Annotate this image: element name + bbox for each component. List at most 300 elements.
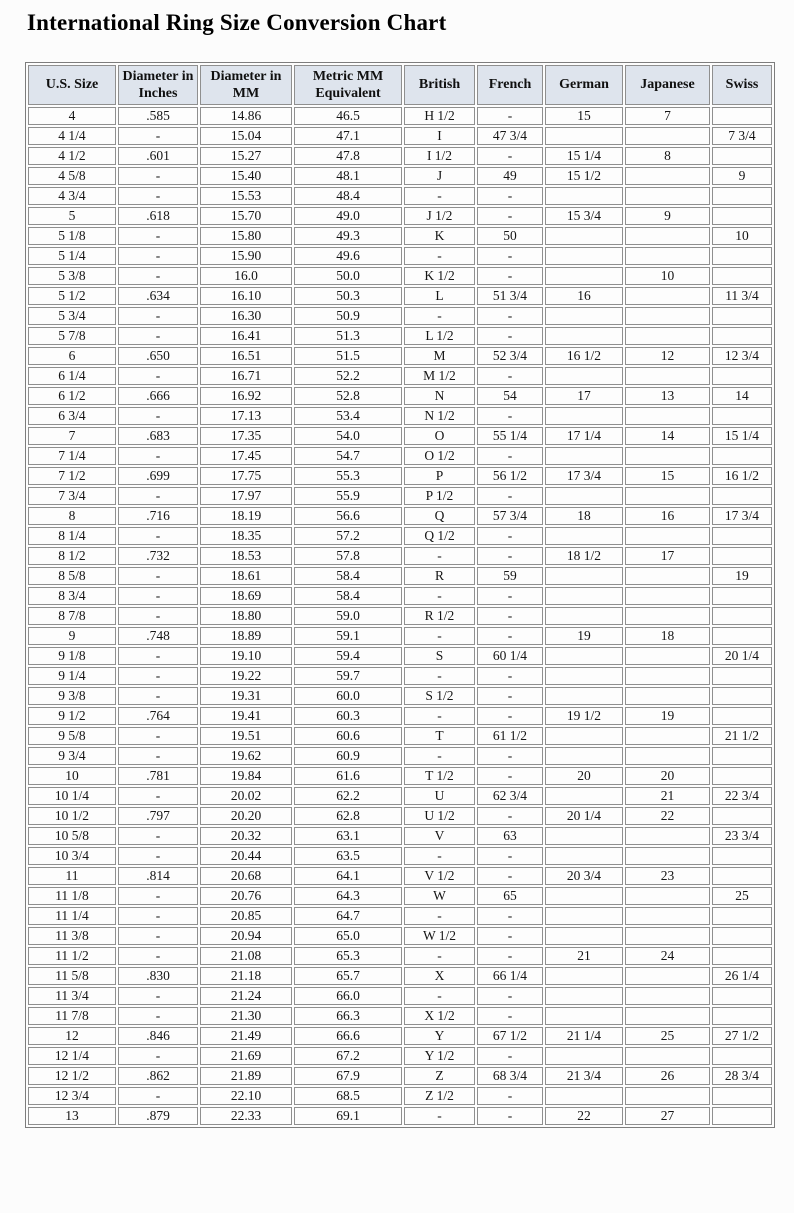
table-cell: 13: [28, 1107, 116, 1125]
table-cell: 60.0: [294, 687, 402, 705]
table-row: [28, 387, 772, 405]
table-cell: 48.1: [294, 167, 402, 185]
table-cell: -: [477, 527, 543, 545]
table-cell: 16.10: [200, 287, 292, 305]
table-row: [28, 587, 772, 605]
table-cell: -: [404, 187, 475, 205]
table-cell: [625, 127, 710, 145]
table-cell: 20.44: [200, 847, 292, 865]
table-cell: [545, 567, 623, 585]
table-cell: 49: [477, 167, 543, 185]
table-cell: [545, 647, 623, 665]
table-cell: [625, 907, 710, 925]
table-cell: -: [477, 327, 543, 345]
table-cell: 5 1/4: [28, 247, 116, 265]
table-cell: [545, 367, 623, 385]
table-cell: 62.8: [294, 807, 402, 825]
table-cell: 17.13: [200, 407, 292, 425]
table-cell: 9 3/4: [28, 747, 116, 765]
table-cell: [712, 487, 772, 505]
table-cell: 16.41: [200, 327, 292, 345]
table-cell: [625, 887, 710, 905]
table-cell: W: [404, 887, 475, 905]
table-cell: 61.6: [294, 767, 402, 785]
table-cell: 15.27: [200, 147, 292, 165]
table-row: [28, 467, 772, 485]
table-cell: [625, 667, 710, 685]
table-row: [28, 107, 772, 125]
table-cell: 4 5/8: [28, 167, 116, 185]
table-row: [28, 787, 772, 805]
table-cell: 5 1/8: [28, 227, 116, 245]
table-cell: Z: [404, 1067, 475, 1085]
table-cell: 5 7/8: [28, 327, 116, 345]
table-row: [28, 1087, 772, 1105]
table-cell: 52 3/4: [477, 347, 543, 365]
table-cell: 17 3/4: [712, 507, 772, 525]
table-cell: 24: [625, 947, 710, 965]
table-cell: .797: [118, 807, 198, 825]
table-cell: [712, 807, 772, 825]
table-row: [28, 447, 772, 465]
table-cell: 6 3/4: [28, 407, 116, 425]
table-cell: 7 3/4: [712, 127, 772, 145]
table-cell: -: [477, 447, 543, 465]
table-cell: 48.4: [294, 187, 402, 205]
table-cell: 12 3/4: [28, 1087, 116, 1105]
table-cell: 55 1/4: [477, 427, 543, 445]
table-cell: 15.04: [200, 127, 292, 145]
ring-size-conversion-table: [25, 62, 775, 1128]
table-cell: -: [477, 547, 543, 565]
table-cell: 54.0: [294, 427, 402, 445]
table-cell: 21.30: [200, 1007, 292, 1025]
table-cell: [545, 227, 623, 245]
column-header: British: [404, 65, 475, 105]
table-row: [28, 667, 772, 685]
table-row: [28, 167, 772, 185]
table-cell: 59.1: [294, 627, 402, 645]
table-cell: 15 1/4: [712, 427, 772, 445]
table-cell: -: [118, 987, 198, 1005]
table-cell: 18: [625, 627, 710, 645]
table-row: [28, 227, 772, 245]
table-cell: 16: [625, 507, 710, 525]
table-cell: 8 5/8: [28, 567, 116, 585]
table-cell: [625, 447, 710, 465]
table-cell: U 1/2: [404, 807, 475, 825]
table-cell: M 1/2: [404, 367, 475, 385]
table-cell: 4 1/2: [28, 147, 116, 165]
table-cell: 23: [625, 867, 710, 885]
table-cell: -: [477, 627, 543, 645]
table-cell: 11 1/4: [28, 907, 116, 925]
table-cell: 20.32: [200, 827, 292, 845]
table-cell: 5 3/8: [28, 267, 116, 285]
table-row: [28, 427, 772, 445]
table-cell: 57.2: [294, 527, 402, 545]
table-cell: 8 1/2: [28, 547, 116, 565]
table-cell: [712, 147, 772, 165]
table-cell: 18.69: [200, 587, 292, 605]
table-cell: 54: [477, 387, 543, 405]
table-cell: 55.9: [294, 487, 402, 505]
table-cell: -: [477, 207, 543, 225]
table-cell: 61 1/2: [477, 727, 543, 745]
table-cell: 65.7: [294, 967, 402, 985]
table-cell: 65: [477, 887, 543, 905]
table-cell: 66.3: [294, 1007, 402, 1025]
table-cell: -: [404, 907, 475, 925]
table-cell: [625, 407, 710, 425]
table-cell: [712, 667, 772, 685]
table-cell: 63.5: [294, 847, 402, 865]
table-cell: [625, 227, 710, 245]
table-cell: [712, 767, 772, 785]
table-cell: 7 1/4: [28, 447, 116, 465]
table-cell: 49.3: [294, 227, 402, 245]
table-cell: 15.80: [200, 227, 292, 245]
table-row: [28, 907, 772, 925]
table-cell: 18.89: [200, 627, 292, 645]
table-cell: [545, 827, 623, 845]
table-cell: V: [404, 827, 475, 845]
table-cell: 67.9: [294, 1067, 402, 1085]
table-cell: [712, 1047, 772, 1065]
table-cell: -: [118, 667, 198, 685]
table-cell: [712, 867, 772, 885]
table-cell: 17 1/4: [545, 427, 623, 445]
table-cell: 4: [28, 107, 116, 125]
table-cell: 56.6: [294, 507, 402, 525]
table-cell: -: [404, 707, 475, 725]
table-cell: -: [118, 447, 198, 465]
table-row: [28, 767, 772, 785]
table-cell: [545, 1007, 623, 1025]
table-cell: 22: [545, 1107, 623, 1125]
table-cell: -: [477, 247, 543, 265]
table-cell: -: [477, 587, 543, 605]
table-cell: 8 1/4: [28, 527, 116, 545]
table-cell: 5 3/4: [28, 307, 116, 325]
table-cell: 10: [28, 767, 116, 785]
table-cell: 66 1/4: [477, 967, 543, 985]
table-cell: 9 1/8: [28, 647, 116, 665]
table-cell: 19: [625, 707, 710, 725]
table-cell: [625, 987, 710, 1005]
table-cell: 19.84: [200, 767, 292, 785]
table-cell: .862: [118, 1067, 198, 1085]
table-row: [28, 287, 772, 305]
table-cell: [712, 187, 772, 205]
column-header: Diameter in Inches: [118, 65, 198, 105]
table-cell: 17.75: [200, 467, 292, 485]
table-row: [28, 1067, 772, 1085]
table-cell: 17: [545, 387, 623, 405]
table-cell: 65.3: [294, 947, 402, 965]
table-cell: [712, 627, 772, 645]
table-cell: [625, 187, 710, 205]
table-cell: -: [118, 167, 198, 185]
table-cell: -: [118, 527, 198, 545]
table-cell: .748: [118, 627, 198, 645]
table-cell: 66.6: [294, 1027, 402, 1045]
table-cell: [545, 267, 623, 285]
table-cell: -: [118, 727, 198, 745]
table-cell: [712, 327, 772, 345]
table-cell: 8 3/4: [28, 587, 116, 605]
table-cell: 64.3: [294, 887, 402, 905]
table-cell: 21: [625, 787, 710, 805]
table-row: [28, 407, 772, 425]
table-cell: [625, 167, 710, 185]
table-cell: [712, 207, 772, 225]
table-cell: 4 3/4: [28, 187, 116, 205]
table-cell: P 1/2: [404, 487, 475, 505]
table-cell: -: [118, 907, 198, 925]
table-cell: 50.9: [294, 307, 402, 325]
table-cell: 20.85: [200, 907, 292, 925]
table-cell: -: [118, 247, 198, 265]
table-row: [28, 1107, 772, 1125]
table-cell: I: [404, 127, 475, 145]
table-cell: 10: [712, 227, 772, 245]
table-cell: 53.4: [294, 407, 402, 425]
table-cell: 9: [712, 167, 772, 185]
table-cell: -: [118, 827, 198, 845]
table-cell: 11 1/8: [28, 887, 116, 905]
table-cell: 8: [625, 147, 710, 165]
table-cell: -: [477, 867, 543, 885]
table-cell: 50.0: [294, 267, 402, 285]
table-cell: .764: [118, 707, 198, 725]
table-row: [28, 847, 772, 865]
table-cell: 64.7: [294, 907, 402, 925]
table-row: [28, 487, 772, 505]
table-cell: [625, 327, 710, 345]
table-cell: 19: [712, 567, 772, 585]
table-cell: [545, 487, 623, 505]
table-cell: [712, 407, 772, 425]
table-cell: -: [477, 907, 543, 925]
table-cell: 15 1/2: [545, 167, 623, 185]
table-cell: -: [118, 127, 198, 145]
table-cell: Y: [404, 1027, 475, 1045]
table-cell: 58.4: [294, 587, 402, 605]
table-cell: 64.1: [294, 867, 402, 885]
table-row: [28, 627, 772, 645]
table-cell: -: [477, 1087, 543, 1105]
table-row: [28, 867, 772, 885]
table-cell: 15 3/4: [545, 207, 623, 225]
table-cell: 14: [625, 427, 710, 445]
table-cell: 15 1/4: [545, 147, 623, 165]
table-cell: -: [118, 367, 198, 385]
table-cell: 58.4: [294, 567, 402, 585]
table-cell: X 1/2: [404, 1007, 475, 1025]
table-cell: [712, 687, 772, 705]
table-cell: .650: [118, 347, 198, 365]
table-cell: 57 3/4: [477, 507, 543, 525]
table-cell: -: [477, 927, 543, 945]
table-cell: [625, 307, 710, 325]
table-cell: .814: [118, 867, 198, 885]
table-cell: 21 1/4: [545, 1027, 623, 1045]
table-cell: 22.33: [200, 1107, 292, 1125]
table-cell: -: [404, 247, 475, 265]
table-cell: -: [477, 407, 543, 425]
table-cell: 10 1/2: [28, 807, 116, 825]
table-row: [28, 687, 772, 705]
table-cell: 22: [625, 807, 710, 825]
table-cell: [625, 647, 710, 665]
table-cell: [712, 107, 772, 125]
table-row: [28, 647, 772, 665]
table-cell: 6 1/2: [28, 387, 116, 405]
table-cell: 11 3/4: [28, 987, 116, 1005]
table-cell: [712, 527, 772, 545]
table-cell: 18.53: [200, 547, 292, 565]
table-cell: [545, 127, 623, 145]
table-cell: O: [404, 427, 475, 445]
table-cell: 19.41: [200, 707, 292, 725]
table-cell: [545, 247, 623, 265]
table-cell: 9 1/4: [28, 667, 116, 685]
table-cell: L 1/2: [404, 327, 475, 345]
table-cell: 20.76: [200, 887, 292, 905]
table-cell: 10 1/4: [28, 787, 116, 805]
table-cell: -: [118, 187, 198, 205]
table-row: [28, 567, 772, 585]
table-cell: -: [118, 787, 198, 805]
table-cell: -: [477, 1047, 543, 1065]
table-cell: -: [477, 307, 543, 325]
table-cell: -: [477, 1007, 543, 1025]
table-cell: -: [477, 747, 543, 765]
column-header: German: [545, 65, 623, 105]
table-cell: [625, 587, 710, 605]
table-cell: K 1/2: [404, 267, 475, 285]
table-cell: [625, 287, 710, 305]
table-cell: 47.8: [294, 147, 402, 165]
table-cell: 18.35: [200, 527, 292, 545]
table-cell: -: [118, 267, 198, 285]
table-cell: 49.6: [294, 247, 402, 265]
table-cell: [545, 607, 623, 625]
table-cell: [625, 1087, 710, 1105]
table-cell: 21: [545, 947, 623, 965]
table-cell: Y 1/2: [404, 1047, 475, 1065]
table-cell: 4 1/4: [28, 127, 116, 145]
table-cell: P: [404, 467, 475, 485]
table-cell: 65.0: [294, 927, 402, 945]
table-cell: 51.3: [294, 327, 402, 345]
table-cell: 18 1/2: [545, 547, 623, 565]
table-cell: -: [118, 647, 198, 665]
table-cell: K: [404, 227, 475, 245]
table-row: [28, 807, 772, 825]
table-cell: N 1/2: [404, 407, 475, 425]
table-cell: 17.97: [200, 487, 292, 505]
table-cell: 59.4: [294, 647, 402, 665]
table-cell: -: [118, 607, 198, 625]
table-cell: 18.80: [200, 607, 292, 625]
table-cell: [625, 607, 710, 625]
table-cell: .879: [118, 1107, 198, 1125]
table-cell: 21.24: [200, 987, 292, 1005]
table-cell: [712, 447, 772, 465]
table-cell: [545, 327, 623, 345]
table-cell: T: [404, 727, 475, 745]
table-cell: 47 3/4: [477, 127, 543, 145]
table-cell: 15.90: [200, 247, 292, 265]
table-cell: [545, 407, 623, 425]
table-cell: 50: [477, 227, 543, 245]
table-cell: [712, 907, 772, 925]
table-cell: 21.49: [200, 1027, 292, 1045]
table-cell: [712, 1087, 772, 1105]
table-cell: [545, 967, 623, 985]
table-cell: 60.9: [294, 747, 402, 765]
table-cell: 7 3/4: [28, 487, 116, 505]
table-cell: [625, 967, 710, 985]
table-cell: [545, 587, 623, 605]
table-cell: 21.08: [200, 947, 292, 965]
table-row: [28, 347, 772, 365]
table-cell: [545, 727, 623, 745]
table-cell: [545, 847, 623, 865]
table-cell: J 1/2: [404, 207, 475, 225]
table-cell: N: [404, 387, 475, 405]
table-row: [28, 607, 772, 625]
table-cell: 16.92: [200, 387, 292, 405]
table-cell: 12: [625, 347, 710, 365]
table-cell: 20.68: [200, 867, 292, 885]
table-cell: 28 3/4: [712, 1067, 772, 1085]
table-cell: 56 1/2: [477, 467, 543, 485]
table-cell: U: [404, 787, 475, 805]
table-cell: S: [404, 647, 475, 665]
table-cell: [712, 267, 772, 285]
table-cell: 52.2: [294, 367, 402, 385]
table-row: [28, 267, 772, 285]
table-cell: .618: [118, 207, 198, 225]
table-cell: [712, 307, 772, 325]
table-cell: 16.71: [200, 367, 292, 385]
header-row: [28, 65, 772, 105]
table-cell: 8: [28, 507, 116, 525]
table-cell: -: [404, 947, 475, 965]
table-cell: 5 1/2: [28, 287, 116, 305]
table-row: [28, 127, 772, 145]
table-cell: 14: [712, 387, 772, 405]
table-cell: 20.20: [200, 807, 292, 825]
table-cell: -: [118, 567, 198, 585]
table-cell: -: [477, 147, 543, 165]
table-cell: -: [404, 307, 475, 325]
column-header: Swiss: [712, 65, 772, 105]
table-row: [28, 207, 772, 225]
table-cell: 59.0: [294, 607, 402, 625]
table-cell: 19.10: [200, 647, 292, 665]
table-row: [28, 327, 772, 345]
table-cell: [625, 567, 710, 585]
table-cell: 68 3/4: [477, 1067, 543, 1085]
table-cell: [545, 747, 623, 765]
table-cell: 63: [477, 827, 543, 845]
table-cell: 15.70: [200, 207, 292, 225]
table-cell: 21.89: [200, 1067, 292, 1085]
